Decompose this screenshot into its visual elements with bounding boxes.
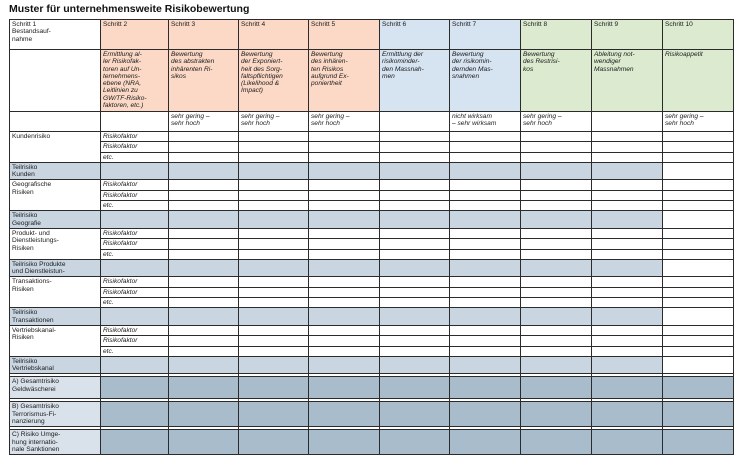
- scale-cell-7: nicht wirksam – sehr wirksam: [450, 112, 521, 132]
- factor-cell: [450, 152, 521, 162]
- factor-cell: [663, 239, 734, 249]
- step-description-5: Bewertung des inhären- ten Risikos aufgrund Ex- poniertheit: [309, 50, 380, 112]
- factor-cell: [309, 201, 380, 211]
- factor-label: Risikofaktor: [101, 277, 169, 287]
- description-row: [10, 50, 734, 112]
- subtotal-cell: [239, 211, 309, 229]
- factor-cell: [169, 152, 239, 162]
- subtotal-label: Teilrisiko Produkte und Dienstleistun-: [10, 259, 101, 277]
- step-description-9: Ableitung not- wendiger Massnahmen: [592, 50, 663, 112]
- step-header-5: Schritt 5: [309, 20, 380, 50]
- total-cell: [380, 402, 450, 427]
- subtotal-row: [10, 259, 734, 277]
- factor-cell: [239, 152, 309, 162]
- subtotal-label: Teilrisiko Kunden: [10, 162, 101, 180]
- factor-cell: [239, 239, 309, 249]
- factor-cell: [663, 228, 734, 238]
- subtotal-row: [10, 308, 734, 326]
- factor-row: [10, 277, 734, 287]
- factor-cell: [380, 152, 450, 162]
- factor-cell: [169, 142, 239, 152]
- total-cell: [380, 430, 450, 455]
- subtotal-cell: [380, 259, 450, 277]
- scale-cell-6: [380, 112, 450, 132]
- factor-cell: [239, 325, 309, 335]
- factor-row: [10, 152, 734, 162]
- total-cell: [239, 402, 309, 427]
- step-description-10: Risikoappetit: [663, 50, 734, 112]
- factor-cell: [450, 287, 521, 297]
- scale-cell-5: sehr gering – sehr hoch: [309, 112, 380, 132]
- factor-cell: [521, 152, 592, 162]
- factor-cell: [663, 336, 734, 346]
- total-row: [10, 377, 734, 399]
- subtotal-cell: [239, 356, 309, 374]
- factor-cell: [169, 325, 239, 335]
- factor-label: etc.: [101, 298, 169, 308]
- subtotal-cell: [169, 308, 239, 326]
- subtotal-cell: [309, 162, 380, 180]
- subtotal-row: [10, 356, 734, 374]
- factor-cell: [380, 239, 450, 249]
- factor-cell: [239, 228, 309, 238]
- subtotal-label: Teilrisiko Geografie: [10, 211, 101, 229]
- factor-cell: [450, 180, 521, 190]
- factor-cell: [521, 190, 592, 200]
- factor-cell: [239, 142, 309, 152]
- subtotal-row: [10, 211, 734, 229]
- factor-cell: [239, 249, 309, 259]
- total-cell: [309, 377, 380, 399]
- subtotal-label: Teilrisiko Vertriebskanal: [10, 356, 101, 374]
- factor-cell: [521, 180, 592, 190]
- total-cell: [309, 402, 380, 427]
- factor-cell: [592, 249, 663, 259]
- factor-cell: [521, 346, 592, 356]
- scale-cell-2: [101, 112, 169, 132]
- subtotal-cell: [450, 211, 521, 229]
- factor-row: [10, 132, 734, 142]
- factor-label: Risikofaktor: [101, 336, 169, 346]
- scale-cell-1: [10, 112, 101, 132]
- total-cell: [239, 430, 309, 455]
- factor-cell: [169, 190, 239, 200]
- factor-cell: [239, 336, 309, 346]
- subtotal-cell: [521, 356, 592, 374]
- factor-cell: [521, 277, 592, 287]
- factor-cell: [309, 277, 380, 287]
- factor-cell: [663, 287, 734, 297]
- factor-cell: [169, 277, 239, 287]
- subtotal-cell: [450, 259, 521, 277]
- subtotal-cell: [663, 356, 734, 374]
- total-cell: [592, 430, 663, 455]
- factor-cell: [169, 180, 239, 190]
- category-label: Vertriebskanal- Risiken: [10, 325, 101, 356]
- subtotal-cell: [450, 356, 521, 374]
- factor-cell: [239, 287, 309, 297]
- subtotal-cell: [521, 211, 592, 229]
- header-row: [10, 20, 734, 50]
- factor-row: [10, 336, 734, 346]
- step-header-7: Schritt 7: [450, 20, 521, 50]
- factor-label: etc.: [101, 346, 169, 356]
- scale-cell-10: sehr gering – sehr hoch: [663, 112, 734, 132]
- subtotal-cell: [309, 259, 380, 277]
- total-cell: [521, 430, 592, 455]
- factor-row: [10, 228, 734, 238]
- subtotal-cell: [380, 308, 450, 326]
- factor-cell: [592, 132, 663, 142]
- total-cell: [309, 430, 380, 455]
- total-cell: [663, 377, 734, 399]
- subtotal-cell: [239, 259, 309, 277]
- factor-cell: [592, 152, 663, 162]
- factor-cell: [309, 239, 380, 249]
- step-description-7: Bewertung der risikomin- dernden Mas- snahmen: [450, 50, 521, 112]
- factor-cell: [450, 190, 521, 200]
- factor-cell: [309, 152, 380, 162]
- factor-row: [10, 287, 734, 297]
- subtotal-cell: [101, 308, 169, 326]
- factor-cell: [521, 298, 592, 308]
- factor-cell: [521, 336, 592, 346]
- step-header-3: Schritt 3: [169, 20, 239, 50]
- factor-cell: [380, 180, 450, 190]
- factor-label: Risikofaktor: [101, 228, 169, 238]
- total-cell: [592, 377, 663, 399]
- factor-cell: [309, 336, 380, 346]
- factor-row: [10, 239, 734, 249]
- factor-cell: [592, 336, 663, 346]
- factor-cell: [239, 132, 309, 142]
- total-cell: [380, 377, 450, 399]
- factor-cell: [380, 336, 450, 346]
- factor-cell: [309, 287, 380, 297]
- factor-cell: [592, 346, 663, 356]
- factor-cell: [309, 132, 380, 142]
- scale-cell-9: [592, 112, 663, 132]
- factor-row: [10, 346, 734, 356]
- subtotal-cell: [239, 162, 309, 180]
- factor-label: Risikofaktor: [101, 132, 169, 142]
- factor-cell: [521, 228, 592, 238]
- subtotal-cell: [309, 308, 380, 326]
- factor-cell: [450, 142, 521, 152]
- factor-cell: [309, 180, 380, 190]
- factor-row: [10, 190, 734, 200]
- factor-cell: [592, 239, 663, 249]
- factor-cell: [239, 190, 309, 200]
- total-cell: [169, 430, 239, 455]
- factor-cell: [521, 287, 592, 297]
- factor-label: Risikofaktor: [101, 142, 169, 152]
- subtotal-cell: [309, 211, 380, 229]
- factor-cell: [450, 325, 521, 335]
- factor-cell: [663, 298, 734, 308]
- factor-cell: [169, 287, 239, 297]
- total-cell: [450, 430, 521, 455]
- factor-label: etc.: [101, 201, 169, 211]
- factor-cell: [592, 298, 663, 308]
- factor-cell: [309, 325, 380, 335]
- factor-label: etc.: [101, 152, 169, 162]
- step-header-1: Schritt 1 Bestandsauf- nahme: [10, 20, 101, 50]
- factor-cell: [169, 249, 239, 259]
- subtotal-cell: [309, 356, 380, 374]
- subtotal-cell: [101, 259, 169, 277]
- factor-cell: [309, 228, 380, 238]
- subtotal-cell: [592, 162, 663, 180]
- factor-cell: [169, 298, 239, 308]
- factor-cell: [309, 298, 380, 308]
- total-cell: [169, 402, 239, 427]
- step-description-2: Ermittlung al- ler Risikofak- toren auf Un- ternehmens- ebene (NRA, Leitlinien zu GW/TF-Risiko- faktoren, etc.): [101, 50, 169, 112]
- scale-row: [10, 112, 734, 132]
- factor-cell: [521, 239, 592, 249]
- factor-cell: [592, 277, 663, 287]
- subtotal-cell: [521, 162, 592, 180]
- subtotal-cell: [592, 356, 663, 374]
- factor-cell: [592, 325, 663, 335]
- factor-cell: [592, 180, 663, 190]
- total-cell: [663, 402, 734, 427]
- subtotal-cell: [169, 211, 239, 229]
- factor-cell: [663, 201, 734, 211]
- factor-cell: [663, 152, 734, 162]
- subtotal-cell: [663, 259, 734, 277]
- total-cell: [450, 377, 521, 399]
- total-cell: [239, 377, 309, 399]
- total-cell: [101, 402, 169, 427]
- factor-row: [10, 298, 734, 308]
- total-cell: [521, 402, 592, 427]
- subtotal-cell: [663, 211, 734, 229]
- subtotal-cell: [592, 259, 663, 277]
- factor-label: Risikofaktor: [101, 180, 169, 190]
- total-cell: [663, 430, 734, 455]
- total-label: A) Gesamtrisiko Geldwäscherei: [10, 377, 101, 399]
- factor-label: Risikofaktor: [101, 239, 169, 249]
- step-description-8: Bewertung des Restrisi- kos: [521, 50, 592, 112]
- factor-cell: [380, 325, 450, 335]
- factor-cell: [309, 346, 380, 356]
- factor-cell: [239, 277, 309, 287]
- subtotal-cell: [663, 308, 734, 326]
- step-header-9: Schritt 9: [592, 20, 663, 50]
- factor-cell: [169, 201, 239, 211]
- category-label: Geografische Risiken: [10, 180, 101, 211]
- page-title: Muster für unternehmensweite Risikobewertung: [9, 3, 250, 15]
- factor-cell: [380, 190, 450, 200]
- factor-cell: [663, 190, 734, 200]
- factor-cell: [450, 228, 521, 238]
- category-label: Produkt- und Dienstleistungs- Risiken: [10, 228, 101, 259]
- factor-cell: [380, 228, 450, 238]
- factor-label: Risikofaktor: [101, 325, 169, 335]
- step-description-3: Bewertung des abstrakten inhärenten Ri- sikos: [169, 50, 239, 112]
- subtotal-cell: [450, 308, 521, 326]
- subtotal-row: [10, 162, 734, 180]
- subtotal-cell: [450, 162, 521, 180]
- factor-cell: [663, 132, 734, 142]
- factor-cell: [521, 201, 592, 211]
- factor-cell: [309, 190, 380, 200]
- subtotal-cell: [169, 259, 239, 277]
- factor-cell: [239, 346, 309, 356]
- step-header-8: Schritt 8: [521, 20, 592, 50]
- step-description-4: Bewertung der Exponiert- heit des Sorg- faltspflichtigen (Likelihood & Impact): [239, 50, 309, 112]
- factor-cell: [450, 239, 521, 249]
- subtotal-cell: [521, 259, 592, 277]
- factor-cell: [309, 249, 380, 259]
- factor-cell: [663, 325, 734, 335]
- factor-cell: [169, 346, 239, 356]
- subtotal-cell: [101, 211, 169, 229]
- factor-row: [10, 325, 734, 335]
- total-cell: [101, 430, 169, 455]
- factor-cell: [663, 346, 734, 356]
- step-header-6: Schritt 6: [380, 20, 450, 50]
- factor-cell: [592, 228, 663, 238]
- factor-cell: [592, 142, 663, 152]
- total-row: [10, 430, 734, 455]
- factor-cell: [663, 142, 734, 152]
- factor-cell: [309, 142, 380, 152]
- subtotal-cell: [663, 162, 734, 180]
- total-cell: [169, 377, 239, 399]
- factor-cell: [521, 132, 592, 142]
- total-cell: [450, 402, 521, 427]
- step-description-1: [10, 50, 101, 112]
- factor-cell: [380, 287, 450, 297]
- factor-cell: [450, 298, 521, 308]
- factor-row: [10, 142, 734, 152]
- factor-cell: [521, 249, 592, 259]
- step-header-10: Schritt 10: [663, 20, 734, 50]
- factor-label: Risikofaktor: [101, 190, 169, 200]
- scale-cell-8: sehr gering – sehr hoch: [521, 112, 592, 132]
- total-cell: [101, 377, 169, 399]
- factor-cell: [450, 277, 521, 287]
- factor-cell: [380, 201, 450, 211]
- factor-cell: [380, 346, 450, 356]
- total-cell: [521, 377, 592, 399]
- subtotal-cell: [592, 211, 663, 229]
- subtotal-cell: [592, 308, 663, 326]
- factor-cell: [592, 287, 663, 297]
- factor-cell: [450, 336, 521, 346]
- total-label: C) Risiko Umge- hung internatio- nale Sanktionen: [10, 430, 101, 455]
- subtotal-cell: [380, 162, 450, 180]
- factor-cell: [239, 180, 309, 190]
- category-label: Transaktions- Risiken: [10, 277, 101, 308]
- total-cell: [592, 402, 663, 427]
- subtotal-cell: [169, 356, 239, 374]
- factor-row: [10, 201, 734, 211]
- subtotal-cell: [380, 211, 450, 229]
- subtotal-cell: [239, 308, 309, 326]
- factor-cell: [239, 298, 309, 308]
- factor-row: [10, 249, 734, 259]
- factor-label: Risikofaktor: [101, 287, 169, 297]
- factor-cell: [380, 277, 450, 287]
- subtotal-cell: [380, 356, 450, 374]
- factor-cell: [521, 325, 592, 335]
- factor-cell: [380, 132, 450, 142]
- step-description-6: Ermittlung der risikominder- den Massnah- men: [380, 50, 450, 112]
- factor-label: etc.: [101, 249, 169, 259]
- subtotal-cell: [521, 308, 592, 326]
- factor-cell: [169, 228, 239, 238]
- total-label: B) Gesamtrisiko Terrorismus-Fi- nanzierung: [10, 402, 101, 427]
- factor-cell: [450, 346, 521, 356]
- subtotal-cell: [101, 356, 169, 374]
- factor-cell: [521, 142, 592, 152]
- step-header-2: Schritt 2: [101, 20, 169, 50]
- subtotal-cell: [101, 162, 169, 180]
- factor-cell: [239, 201, 309, 211]
- subtotal-label: Teilrisiko Transaktionen: [10, 308, 101, 326]
- factor-cell: [450, 249, 521, 259]
- risk-assessment-table: [9, 19, 734, 455]
- factor-cell: [380, 298, 450, 308]
- factor-cell: [450, 201, 521, 211]
- factor-cell: [380, 249, 450, 259]
- scale-cell-4: sehr gering – sehr hoch: [239, 112, 309, 132]
- total-row: [10, 402, 734, 427]
- factor-cell: [592, 201, 663, 211]
- factor-cell: [169, 336, 239, 346]
- factor-row: [10, 180, 734, 190]
- factor-cell: [169, 239, 239, 249]
- factor-cell: [450, 132, 521, 142]
- category-label: Kundenrisiko: [10, 132, 101, 163]
- step-header-4: Schritt 4: [239, 20, 309, 50]
- subtotal-cell: [169, 162, 239, 180]
- factor-cell: [663, 180, 734, 190]
- factor-cell: [663, 249, 734, 259]
- factor-cell: [592, 190, 663, 200]
- factor-cell: [169, 132, 239, 142]
- scale-cell-3: sehr gering – sehr hoch: [169, 112, 239, 132]
- factor-cell: [663, 277, 734, 287]
- factor-cell: [380, 142, 450, 152]
